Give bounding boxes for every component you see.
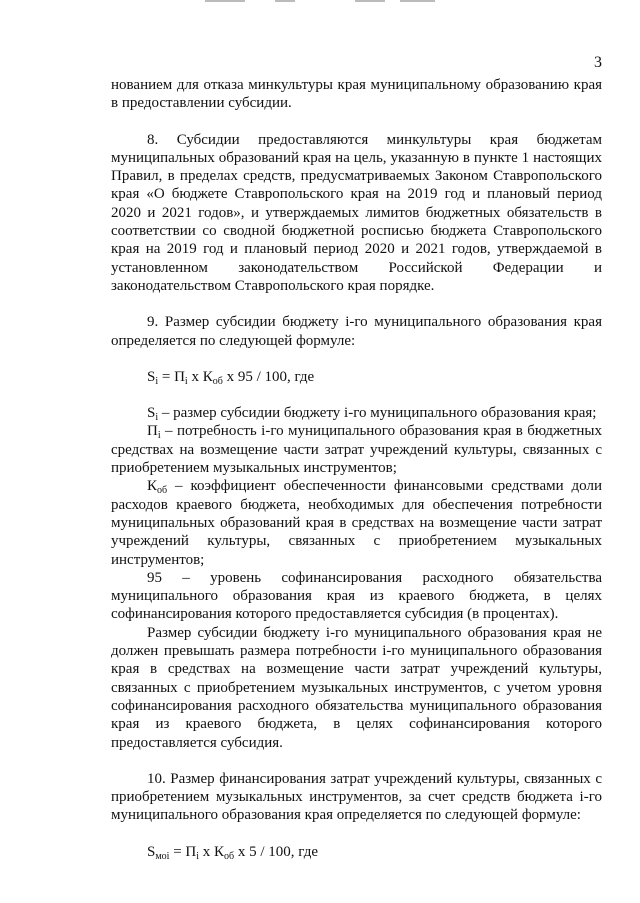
formula-financing: $S_{мoi} = П_i$ х $К_{об}$ х 5 / 100, где [147, 843, 319, 862]
paragraph-continuation: нованием для отказа минкультуры края муниципальному образованию края в предоставлении субсидии. [111, 77, 602, 112]
paragraph-8: 8. Субсидии предоставляются минкультуры края бюджетам муниципальных образований края на цель, указанную в пункте 1 настоящих Правил, в пределах средств, предусматриваемых Законом Ставропольского края «О бюджете Ставропольского края на 2019 год и плановый период 2020 и 2021 годов», и утверждаемых лимитов бюджетных обязательств в соответствии со сводной бюджетной росписью бюджета Ставропольского края на 2019 год и плановый период 2020 и 2021 годов, утверждаемой в установленном законодательством Российской Федерации и законодательством Ставропольского края порядке. [111, 131, 602, 294]
page-number: 3 [594, 54, 602, 71]
definition-p: $П_i$ – потребность i-го муниципального образования края в бюджетных средствах на возмещение части затрат учреждений культуры, связанных с приобретением музыкальных инструментов; [111, 423, 602, 477]
paragraph-9: 9. Размер субсидии бюджету i-го муниципального образования края определяется по следующей формуле: [111, 314, 602, 349]
document-body [111, 76, 602, 861]
definition-95: 95 – уровень софинансирования расходного обязательства муниципального образования края из краевого бюджета, в целях софинансирования которого предоставляется субсидия (в процентах). [111, 569, 602, 623]
scan-artifact [205, 0, 435, 3]
definition-s: $S_i$ – размер субсидии бюджету i-го муниципального образования края; [147, 405, 597, 424]
paragraph-limit: Размер субсидии бюджету i-го муниципального образования края не должен превышать размера потребности i-го муниципального образования края в средствах на возмещение части затрат учреждений культуры, связанных с приобретением музыкальных инструментов, с учетом уровня софинансирования расходного обязательства муниципального образования края из краевого бюджета, в целях софинансирования которого предоставляется субсидия. [111, 624, 602, 751]
formula-subsidy: $S_i = П_i$ х $К_{об}$ х 95 / 100, где [147, 368, 315, 387]
definition-k: $К_{об}$ – коэффициент обеспеченности финансовыми средствами доли расходов краевого бюджета, необходимых для обеспечения потребности муниципальных образований края в средствах на возмещение части затрат учреждений культуры, связанных с приобретением музыкальных инструментов; [111, 478, 602, 568]
paragraph-10: 10. Размер финансирования затрат учреждений культуры, связанных с приобретением музыкальных инструментов, за счет средств бюджета i-го муниципального образования края определяется по следующей формуле: [111, 770, 602, 824]
